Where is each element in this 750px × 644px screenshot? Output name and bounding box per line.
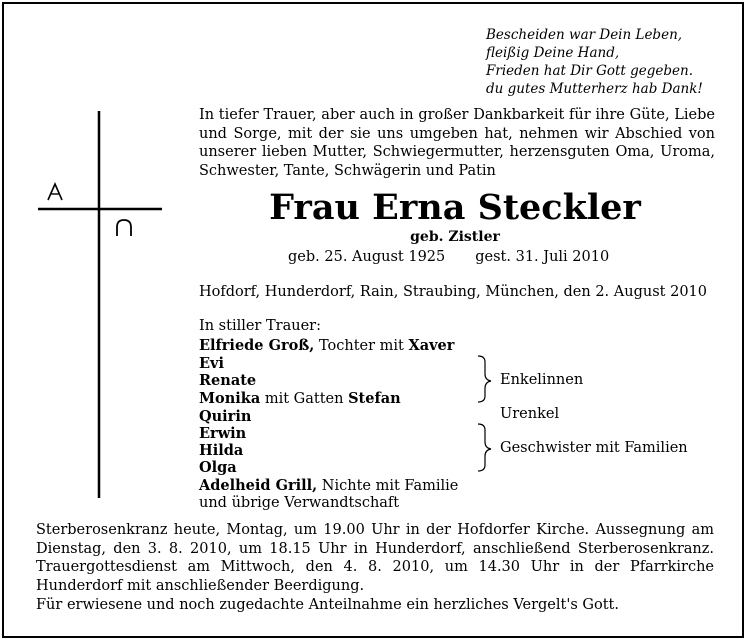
brace-icon bbox=[478, 424, 491, 471]
list-item: Hilda bbox=[199, 442, 244, 460]
deceased-name: Frau Erna Steckler bbox=[269, 187, 641, 228]
list-item: Olga bbox=[199, 459, 237, 477]
group-siblings: Geschwister mit Familien bbox=[500, 440, 688, 456]
list-item: Quirin bbox=[199, 407, 252, 425]
maiden-name: geb. Zistler bbox=[410, 229, 500, 245]
brace-icon bbox=[478, 356, 491, 402]
intro-text: In tiefer Trauer, aber auch in großer Dankbarkeit für ihre Güte, Liebe und Sorge, mit der sie uns umgeben hat, nehmen wir Abschied von unserer lieben Mutter, Schwiegermutter, herzensguten Oma, Uroma, Schwester, Tante, Schwägerin und Patin bbox=[199, 107, 715, 179]
motto-line: fleißig Deine Hand, bbox=[486, 45, 620, 61]
list-item: Evi bbox=[199, 355, 224, 373]
list-item: Elfriede Groß, Tochter mit Xaver bbox=[199, 337, 455, 354]
list-item: Erwin bbox=[199, 425, 247, 443]
motto-line: du gutes Mutterherz hab Dank! bbox=[486, 81, 703, 97]
group-grandchildren: Enkelinnen bbox=[500, 372, 584, 388]
group-great-grandchild: Urenkel bbox=[500, 406, 560, 422]
place-date: Hofdorf, Hunderdorf, Rain, Straubing, München, den 2. August 2010 bbox=[199, 284, 707, 300]
birth-date: geb. 25. August 1925 bbox=[288, 249, 446, 265]
motto-line: Frieden hat Dir Gott gegeben. bbox=[486, 63, 694, 79]
services-text: Sterberosenkranz heute, Montag, um 19.00 Uhr in der Hofdorfer Kirche. Aussegnung am Dienstag, den 3. 8. 2010, um 18.15 Uhr in Hunderdorf, anschließend Sterberosenkranz. Trauergottesdienst am Mittwoch, den 4. 8. 2010, um 14.30 Uhr in der Pfarrkirche Hunderdorf mit anschließender Beerdigung. bbox=[36, 522, 714, 594]
list-item: und übrige Verwandtschaft bbox=[199, 494, 400, 511]
list-item: Adelheid Grill, Nichte mit Familie bbox=[199, 476, 459, 494]
thanks-text: Für erwiesene und noch zugedachte Anteilnahme ein herzliches Vergelt's Gott. bbox=[36, 597, 619, 613]
mourners-intro: In stiller Trauer: bbox=[199, 318, 321, 334]
list-item: Monika mit Gatten Stefan bbox=[199, 389, 401, 407]
motto-line: Bescheiden war Dein Leben, bbox=[486, 27, 683, 43]
death-date: gest. 31. Juli 2010 bbox=[475, 249, 610, 265]
list-item: Renate bbox=[199, 372, 257, 390]
